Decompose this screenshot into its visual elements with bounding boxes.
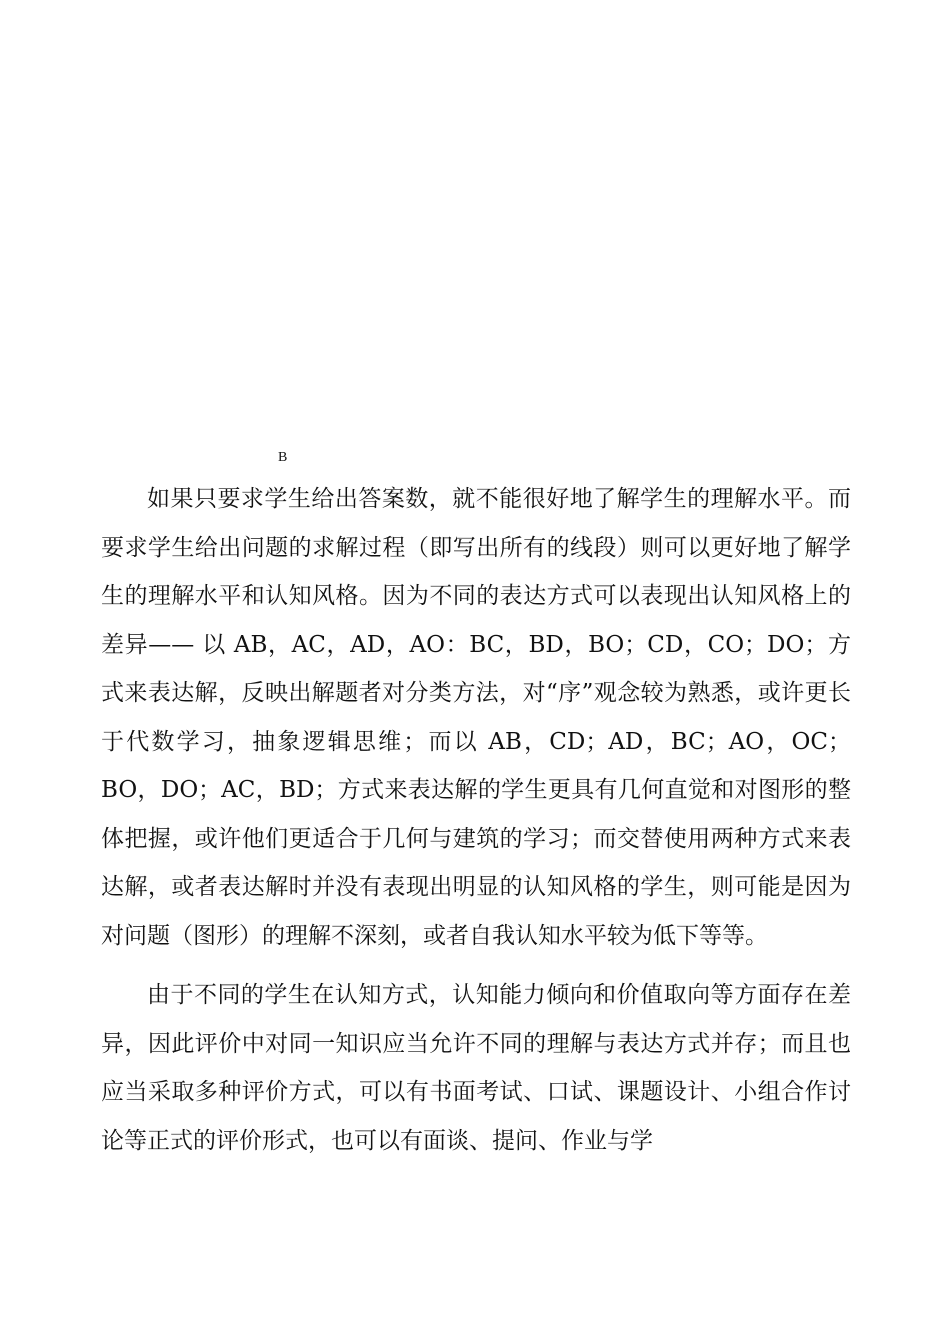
- body-text: [101, 475, 851, 1165]
- paragraph-cognitive-style: 如果只要求学生给出答案数，就不能很好地了解学生的理解水平。而要求学生给出问题的求解过程（即写出所有的线段）则可以更好地了解学生的理解水平和认知风格。因为不同的表达方式可以表现出认知风格上的差异—— 以 AB，AC，AD，AO：BC，BD，BO；CD，CO；DO；方式来表达解，反映出解题者对分类方法，对“序”观念较为熟悉，或许更长于代数学习，抽象逻辑思维；而以 AB，CD；AD，BC；AO，OC；BO，DO；AC，BD；方式来表达解的学生更具有几何直觉和对图形的整体把握，或许他们更适合于几何与建筑的学习；而交替使用两种方式来表达解，或者表达解时并没有表现出明显的认知风格的学生，则可能是因为对问题（图形）的理解不深刻，或者自我认知水平较为低下等等。: [101, 486, 851, 949]
- paragraph-evaluation-methods: 由于不同的学生在认知方式，认知能力倾向和价值取向等方面存在差异，因此评价中对同一知识应当允许不同的理解与表达方式并存；而且也应当采取多种评价方式，可以有书面考试、口试、课题设计、小组合作讨论等正式的评价形式，也可以有面谈、提问、作业与学: [101, 982, 851, 1154]
- figure-point-label: B: [278, 450, 288, 465]
